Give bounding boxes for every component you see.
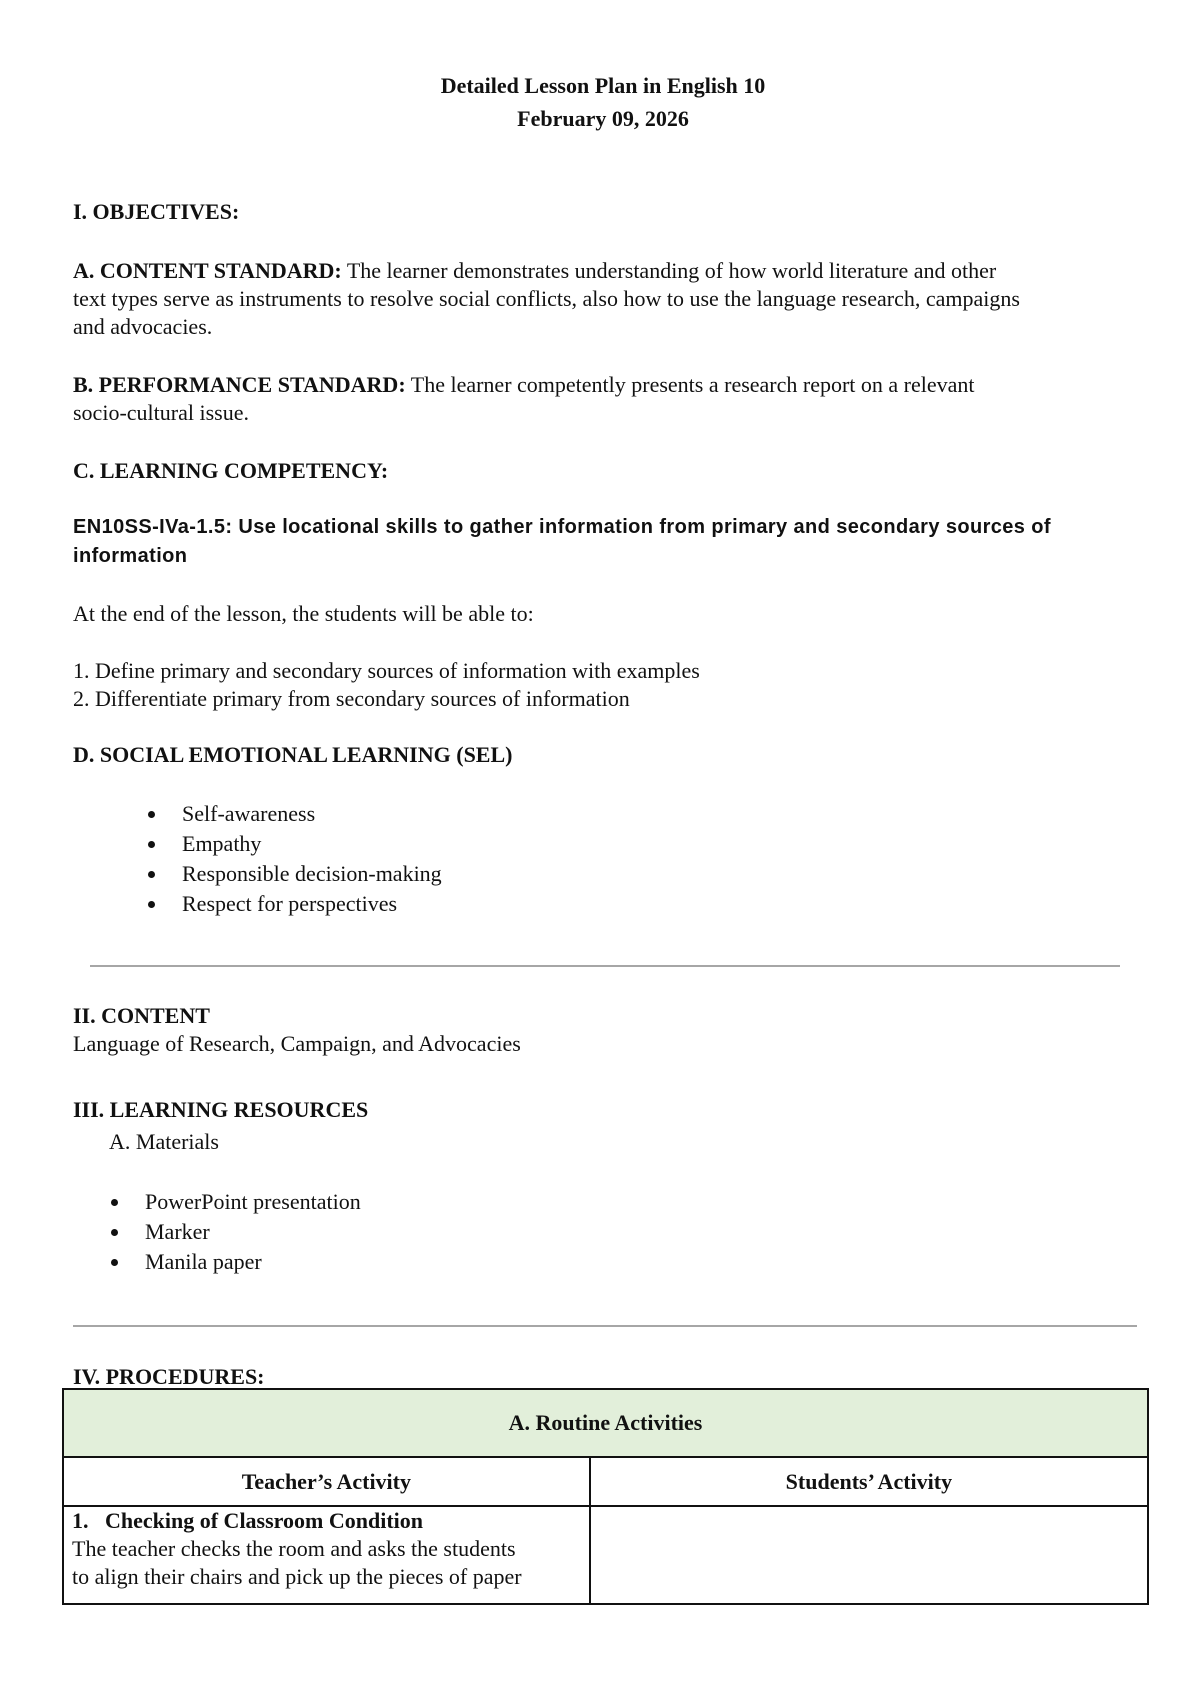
materials-list [109, 1187, 361, 1277]
bullet-icon [111, 1199, 118, 1206]
teacher-activity-column-header: Teacher’s Activity [63, 1457, 590, 1506]
procedures-heading: IV. PROCEDURES: [73, 1364, 265, 1389]
performance-standard-text: The learner competently presents a research report on a relevant [405, 372, 975, 397]
objectives-heading: I. OBJECTIVES: [73, 199, 240, 224]
objectives-intro: At the end of the lesson, the students will be able to: [73, 601, 534, 626]
list-item: Responsible decision-making [146, 859, 442, 889]
sel-heading: D. SOCIAL EMOTIONAL LEARNING (SEL) [73, 742, 513, 767]
activity-title: 1. Checking of Classroom Condition [72, 1508, 424, 1533]
bullet-icon [148, 811, 155, 818]
document-date: February 09, 2026 [517, 106, 689, 131]
table-row [63, 1506, 1148, 1604]
students-activity-cell [590, 1506, 1148, 1604]
list-item: Empathy [146, 829, 442, 859]
performance-standard-line-2: socio-cultural issue. [73, 400, 249, 425]
bullet-icon [111, 1259, 118, 1266]
content-standard-label: A. CONTENT STANDARD: [73, 258, 342, 283]
objective-item-1: 1. Define primary and secondary sources of information with examples [73, 658, 700, 683]
content-text: Language of Research, Campaign, and Advocacies [73, 1031, 521, 1056]
resources-heading: III. LEARNING RESOURCES [73, 1097, 369, 1122]
performance-standard-label: B. PERFORMANCE STANDARD: [73, 372, 406, 397]
content-standard-line-3: and advocacies. [73, 314, 213, 339]
bullet-icon [148, 901, 155, 908]
competency-code-line-2: information [73, 545, 188, 567]
sel-list [146, 799, 442, 919]
list-item: Respect for perspectives [146, 889, 442, 919]
content-standard-text: The learner demonstrates understanding of how world literature and other [341, 258, 997, 283]
list-item: Self-awareness [146, 799, 442, 829]
activity-text-line: to align their chairs and pick up the pieces of paper [72, 1564, 522, 1589]
routine-activities-header: A. Routine Activities [63, 1389, 1148, 1457]
learning-competency-heading: C. LEARNING COMPETENCY: [73, 458, 389, 483]
activity-text-line: The teacher checks the room and asks the students [72, 1536, 516, 1561]
bullet-icon [148, 841, 155, 848]
teacher-activity-cell [63, 1506, 590, 1604]
section-divider [90, 965, 1120, 967]
content-heading: II. CONTENT [73, 1003, 210, 1028]
procedures-table [62, 1388, 1149, 1605]
competency-code-line-1: EN10SS-IVa-1.5: Use locational skills to gather information from primary and secondary sources of [73, 516, 1051, 538]
list-item: Marker [109, 1217, 361, 1247]
content-standard-line-1 [73, 257, 996, 285]
list-item: Manila paper [109, 1247, 361, 1277]
list-item: PowerPoint presentation [109, 1187, 361, 1217]
bullet-icon [148, 871, 155, 878]
bullet-icon [111, 1229, 118, 1236]
document-title: Detailed Lesson Plan in English 10 [440, 73, 766, 98]
performance-standard-line-1 [73, 371, 975, 399]
resources-subheading: A. Materials [109, 1129, 219, 1154]
content-standard-line-2: text types serve as instruments to resolve social conflicts, also how to use the language research, campaigns [73, 286, 1020, 311]
objective-item-2: 2. Differentiate primary from secondary sources of information [73, 686, 630, 711]
students-activity-column-header: Students’ Activity [590, 1457, 1148, 1506]
section-divider [73, 1325, 1137, 1327]
